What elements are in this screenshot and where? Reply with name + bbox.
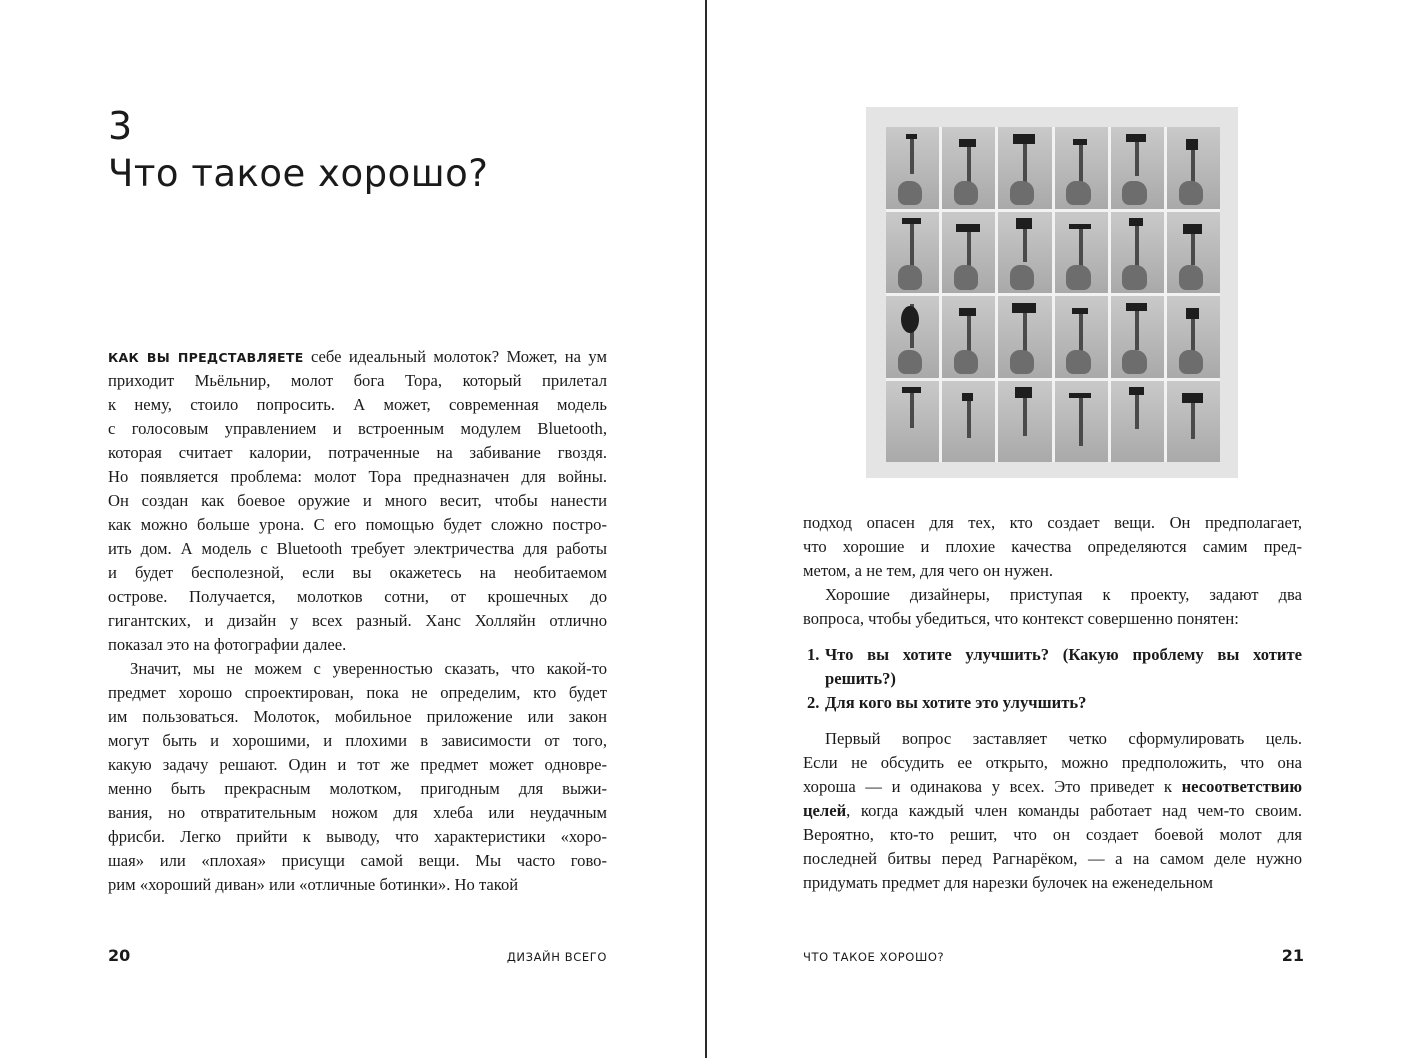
photo-cell (1055, 212, 1108, 294)
emphasis-text: несоответствию (1181, 777, 1302, 796)
hand (1066, 265, 1090, 289)
text-line-content: фрисби. Легко прийти к выводу, что характеристики «хоро- (108, 827, 607, 846)
text-segment: Первый вопрос заставляет четко сформулировать цель. (825, 729, 1302, 748)
text-line (108, 489, 607, 513)
hammer-head (962, 393, 973, 401)
list-item-text (825, 643, 1302, 691)
text-line (108, 465, 607, 489)
hammer-head (1126, 303, 1147, 311)
hammer-head (1129, 387, 1144, 395)
text-line (108, 393, 607, 417)
hand (1066, 350, 1090, 374)
text-line (108, 561, 607, 585)
text-line (108, 513, 607, 537)
text-line-content: рим «хороший диван» или «отличные ботинки». Но такой (108, 875, 519, 894)
hand (954, 350, 978, 374)
hand (1122, 181, 1146, 205)
hand (1066, 181, 1090, 205)
hammer-handle (1079, 310, 1083, 352)
text-line-content: предмет хорошо спроектирован, пока не определим, кто будет (108, 683, 607, 702)
hammer-head (1069, 393, 1092, 399)
emphasis-text: целей (803, 801, 847, 820)
text-line-content: которая считает калории, потраченные на забивание гвоздя. (108, 443, 607, 462)
text-line (108, 417, 607, 441)
hand (954, 181, 978, 205)
text-segment: , когда каждый член команды работает над чем-то своим. (846, 801, 1302, 820)
list-item (803, 691, 1302, 715)
text-line (803, 823, 1302, 847)
photo-cell (1055, 296, 1108, 378)
text-line (803, 799, 1302, 823)
hand (1122, 265, 1146, 289)
text-line: решить?) (825, 669, 896, 688)
text-line (108, 849, 607, 873)
hand (954, 265, 978, 289)
text-line (108, 705, 607, 729)
text-line-content: показал это на фотографии далее. (108, 635, 347, 654)
hand (1010, 350, 1034, 374)
text-line-content: шая» или «плохая» присущи самой вещи. Мы часто гово- (108, 851, 607, 870)
chapter-title: Что такое хорошо? (108, 152, 489, 195)
text-line (108, 729, 607, 753)
hammer-head (1013, 134, 1035, 145)
text-line-content: к нему, стоило попросить. А может, современная модель (108, 395, 607, 414)
text-line (108, 441, 607, 465)
text-line (108, 345, 607, 369)
text-line-content: Он создан как боевое оружие и много весит, чтобы нанести (108, 491, 607, 510)
text-line (108, 801, 607, 825)
photo-cell (998, 381, 1051, 463)
running-head-right: ЧТО ТАКОЕ ХОРОШО? (803, 950, 945, 964)
list-number: 1. (807, 645, 820, 664)
hand (1010, 265, 1034, 289)
list-item-text (825, 691, 1302, 715)
hammer-head (1016, 218, 1032, 229)
text-line (108, 681, 607, 705)
hammer-head (1012, 303, 1035, 314)
list-number: 2. (807, 693, 820, 712)
text-line-content: гигантских, и дизайн у всех разный. Ханс Холляйн отлично (108, 611, 607, 630)
hammer-head (902, 387, 921, 393)
photo-cell (1111, 296, 1164, 378)
photo-cell (886, 212, 939, 294)
page-number-left: 20 (108, 946, 131, 965)
text-line-content: Значит, мы не можем с уверенностью сказать, что какой-то (130, 659, 607, 678)
photo-cell (1111, 212, 1164, 294)
hammer-head (906, 134, 917, 140)
hammer-handle (1135, 304, 1139, 350)
text-segment: Если не обсудить ее открыто, можно предположить, что она (803, 753, 1302, 772)
hammers-photo-grid (886, 127, 1220, 462)
photo-cell (998, 296, 1051, 378)
right-page (708, 0, 1410, 1058)
photo-cell (1167, 296, 1220, 378)
text-line: Для кого вы хотите это улучшить? (825, 693, 1087, 712)
hand (898, 181, 922, 205)
text-line-content: себе идеальный молоток? Может, на ум (303, 347, 607, 366)
text-line-content: и будет бесполезной, если вы окажетесь на необитаемом (108, 563, 607, 582)
lead-in-caps: КАК ВЫ ПРЕДСТАВЛЯЕТЕ (108, 350, 304, 365)
photo-cell (886, 127, 939, 209)
text-line (108, 825, 607, 849)
text-line (108, 657, 607, 681)
running-head-left: ДИЗАЙН ВСЕГО (506, 950, 607, 964)
text-line-content: Но появляется проблема: молот Тора предназначен для войны. (108, 467, 607, 486)
hammer-handle (1079, 394, 1083, 445)
text-line (108, 777, 607, 801)
photo-cell (886, 381, 939, 463)
text-line (803, 727, 1302, 751)
page-number-right: 21 (1281, 946, 1304, 965)
text-line (803, 751, 1302, 775)
hammer-head (1073, 139, 1087, 145)
hammer-head (1183, 224, 1203, 235)
photo-cell (1167, 127, 1220, 209)
text-segment: Вероятно, кто-то решит, что он создает боевой молот для (803, 825, 1302, 844)
text-line-content: приходит Мьёльнир, молот бога Тора, который прилетал (108, 371, 607, 390)
numbered-question-list (803, 643, 1302, 715)
book-spine-divider (705, 0, 707, 1058)
hand (1010, 181, 1034, 205)
hammer-head (959, 139, 975, 147)
text-line: метом, а не тем, для чего он нужен. (803, 561, 1053, 580)
photo-cell (1167, 381, 1220, 463)
hammer-head (959, 308, 977, 316)
hand (898, 350, 922, 374)
right-body-text (803, 511, 1302, 895)
hammer-head (1072, 308, 1087, 314)
hammer-handle (1135, 220, 1139, 271)
hammer-head (1015, 387, 1032, 398)
list-item (803, 643, 1302, 691)
hand (1179, 181, 1203, 205)
photo-cell (1055, 127, 1108, 209)
text-line (803, 775, 1302, 799)
photo-cell (942, 127, 995, 209)
hammer-head (1186, 139, 1198, 150)
text-line (108, 369, 607, 393)
photo-cell (1055, 381, 1108, 463)
text-line-content: с голосовым управлением и встроенным модулем Bluetooth, (108, 419, 607, 438)
hammer-head (1069, 224, 1091, 230)
text-line (108, 537, 607, 561)
text-line-content: ить дом. А модель с Bluetooth требует электричества для работы (108, 539, 607, 558)
hand (898, 265, 922, 289)
hammer-head (1182, 393, 1203, 404)
text-line-content: как можно больше урона. С его помощью будет сложно постро- (108, 515, 607, 534)
text-line (108, 585, 607, 609)
photo-cell (1167, 212, 1220, 294)
photo-cell (1111, 127, 1164, 209)
text-line: что хорошие и плохие качества определяются самим пред- (803, 537, 1302, 556)
hammer-handle (910, 220, 914, 269)
text-line: Хорошие дизайнеры, приступая к проекту, задают два (825, 585, 1302, 604)
text-line-content: острове. Получается, молотков сотни, от крошечных до (108, 587, 607, 606)
text-segment: последней битвы перед Рагнарёком, — а на самом деле нужно (803, 849, 1302, 868)
text-line-content: менно быть прекрасным молотком, пригодным для выжи- (108, 779, 607, 798)
text-line-content: вания, но отвратительным ножом для хлеба или неудачным (108, 803, 607, 822)
text-line (108, 609, 607, 633)
hammer-head (1186, 308, 1199, 319)
hammers-photo-figure (866, 107, 1238, 478)
text-line-content: им пользоваться. Молоток, мобильное приложение или закон (108, 707, 607, 726)
text-line: Что вы хотите улучшить? (Какую проблему вы хотите (825, 645, 1302, 664)
text-line (803, 871, 1302, 895)
hammer-head (901, 306, 919, 334)
text-line: подход опасен для тех, кто создает вещи. Он предполагает, (803, 513, 1302, 532)
hammer-head (1129, 218, 1143, 226)
photo-cell (1111, 381, 1164, 463)
text-line-content: могут быть и хорошими, и плохими в зависимости от того, (108, 731, 607, 750)
hammer-handle (910, 389, 914, 428)
text-segment: придумать предмет для нарезки булочек на еженедельном (803, 873, 1214, 892)
photo-cell (998, 212, 1051, 294)
text-line (108, 633, 607, 657)
hand (1179, 350, 1203, 374)
text-line: вопроса, чтобы убедиться, что контекст совершенно понятен: (803, 609, 1239, 628)
hammer-head (902, 218, 920, 224)
hand (1179, 265, 1203, 289)
photo-cell (942, 212, 995, 294)
text-line (108, 873, 607, 897)
text-line-content: какую задачу решают. Один и тот же предмет может одновре- (108, 755, 607, 774)
hammer-head (1126, 134, 1146, 142)
photo-cell (942, 381, 995, 463)
hand (1122, 350, 1146, 374)
text-line (803, 847, 1302, 871)
left-body-text (108, 345, 607, 897)
hammer-head (956, 224, 980, 232)
text-segment: хороша — и одинакова у всех. Это приведет к (803, 777, 1182, 796)
photo-cell (942, 296, 995, 378)
photo-cell (998, 127, 1051, 209)
photo-cell (886, 296, 939, 378)
hammer-handle (910, 135, 914, 174)
text-line (108, 753, 607, 777)
chapter-number: 3 (108, 104, 134, 148)
